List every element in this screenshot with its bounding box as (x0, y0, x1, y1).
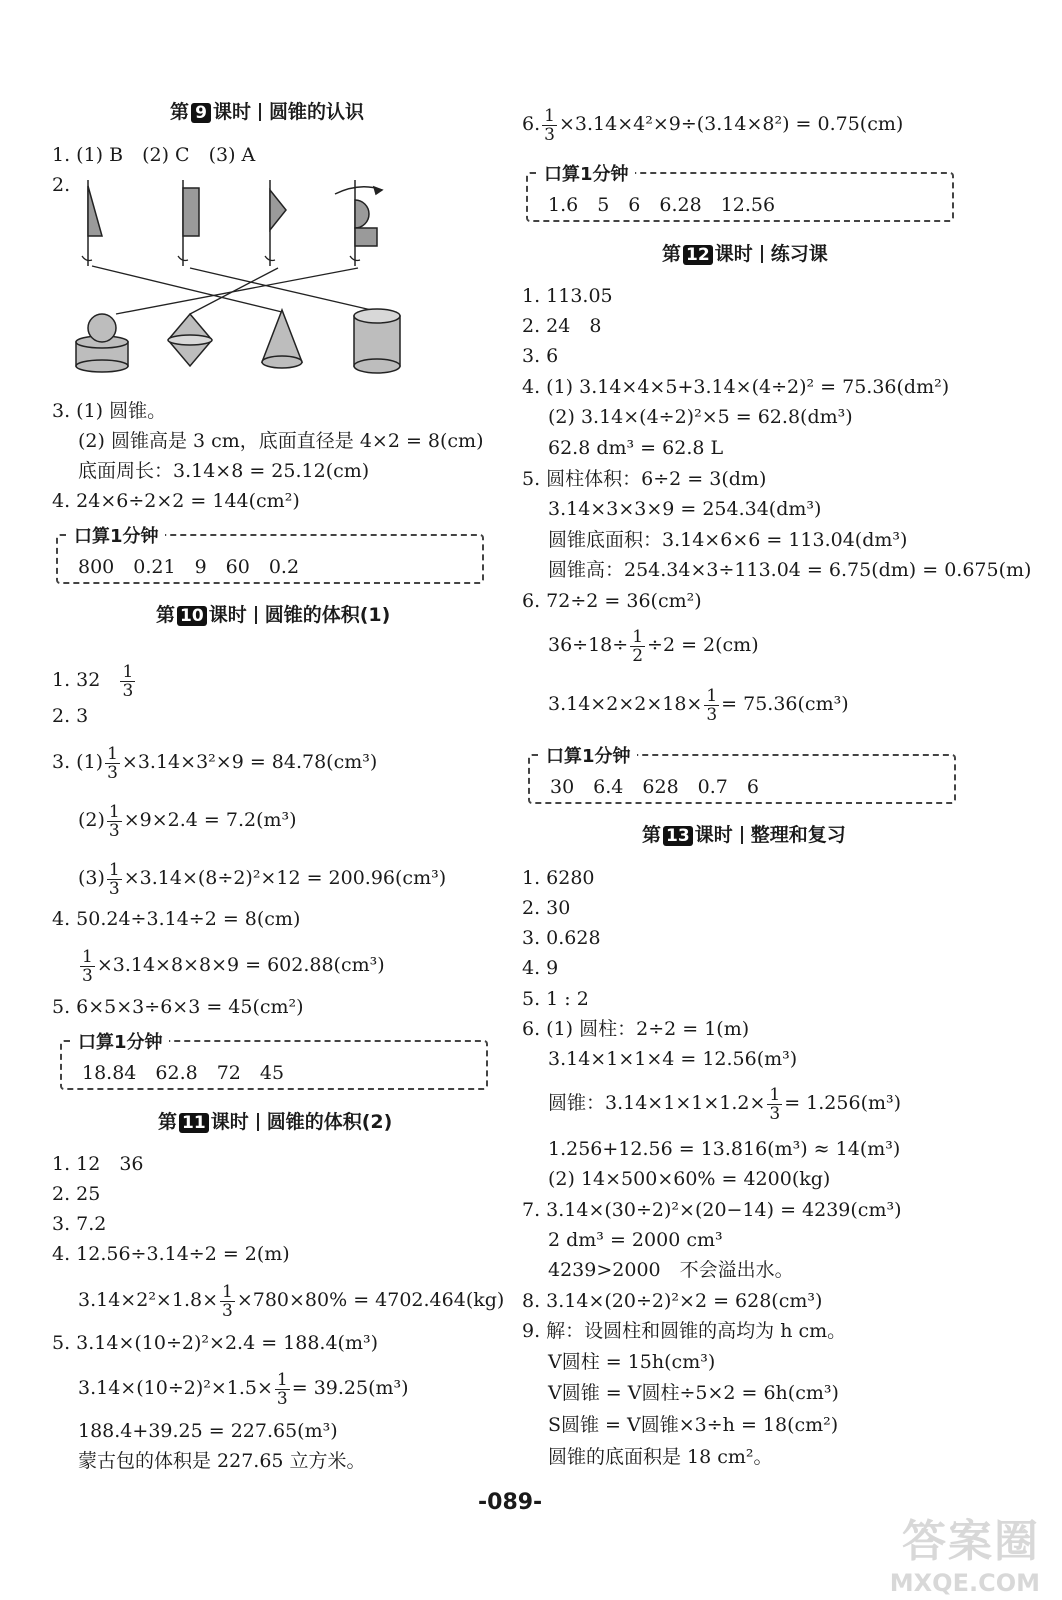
answer-line: 5. 6×5×3÷6×3 = 45(cm²) (52, 996, 304, 1018)
lesson-13-heading: 第 13 课时 整理和复习 (642, 824, 846, 846)
answer-line: 3. (1) 圆锥。 (52, 400, 167, 422)
answer-line: (2) 14×500×60% = 4200(kg) (548, 1168, 831, 1190)
answer-line: 圆锥底面积：3.14×6×6 = 113.04(dm³) (548, 529, 908, 551)
answer-line: 3. 0.628 (522, 927, 601, 949)
answer-line: 蒙古包的体积是 227.65 立方米。 (78, 1450, 366, 1472)
matching-diagram (70, 176, 450, 376)
answer-line: 3. 6 (522, 345, 559, 367)
answer-line: 2. 3 (52, 705, 89, 727)
mental-math-box: 口算1分钟 1.6 5 6 6.28 12.56 (526, 172, 954, 222)
answer-line: 2. 24 8 (522, 315, 602, 337)
watermark: 答案圈 MXQE.COM (889, 1516, 1040, 1597)
answer-line: V圆柱 = 15h(cm³) (548, 1351, 716, 1373)
answer-line: 2. (52, 174, 71, 196)
answer-line: $\frac{1}{3}$ ×3.14×8×8×9 = 602.88(cm³) (82, 946, 385, 986)
answer-line: 8. 3.14×(20÷2)²×2 = 628(cm³) (522, 1290, 823, 1312)
mental-math-box: 口算1分钟 800 0.21 9 60 0.2 (56, 534, 484, 584)
answer-line: 1.256+12.56 = 13.816(m³) ≈ 14(m³) (548, 1138, 901, 1160)
mental-math-box: 口算1分钟 18.84 62.8 72 45 (60, 1040, 488, 1090)
answer-line: 9. 解：设圆柱和圆锥的高均为 h cm。 (522, 1320, 847, 1342)
answer-line: 188.4+39.25 = 227.65(m³) (78, 1420, 338, 1442)
answer-line: 4239>2000 不会溢出水。 (548, 1259, 794, 1281)
answer-line: 1. 32 $\frac{1}{3}$ (52, 661, 134, 701)
lesson-9-heading: 第 9 课时 圆锥的认识 (170, 101, 365, 123)
mental-math-box: 口算1分钟 30 6.4 628 0.7 6 (528, 754, 956, 804)
answer-line: 3.14×2²×1.8× $\frac{1}{3}$ ×780×80% = 4702.464(kg) (78, 1281, 505, 1321)
answer-line: 圆锥的底面积是 18 cm²。 (548, 1446, 773, 1468)
answer-line: 4. 24×6÷2×2 = 144(cm²) (52, 490, 300, 512)
answer-line: 4. (1) 3.14×4×5+3.14×(4÷2)² = 75.36(dm²) (522, 376, 950, 398)
answer-line: 6. (1) 圆柱：2÷2 = 1(m) (522, 1018, 750, 1040)
answer-line: 3.14×3×3×9 = 254.34(dm³) (548, 498, 822, 520)
answer-line: 圆锥：3.14×1×1×1.2× $\frac{1}{3}$ = 1.256(m³) (548, 1084, 902, 1124)
answer-line: 2. 30 (522, 897, 571, 919)
lesson-10-heading: 第 10 课时 圆锥的体积(1) (156, 604, 391, 626)
answer-line: 3. 7.2 (52, 1213, 107, 1235)
answer-line: 3.14×(10÷2)²×1.5× $\frac{1}{3}$ = 39.25(m³) (78, 1369, 409, 1409)
answer-line: V圆锥 = V圆柱÷5×2 = 6h(cm³) (548, 1382, 839, 1404)
answer-line: 4. 50.24÷3.14÷2 = 8(cm) (52, 908, 301, 930)
answer-line: 圆锥高：254.34×3÷113.04 = 6.75(dm) = 0.675(m) (548, 559, 1032, 581)
page-number: -089- (478, 1490, 543, 1515)
answer-line: S圆锥 = V圆锥×3÷h = 18(cm²) (548, 1414, 839, 1436)
answer-line: 62.8 dm³ = 62.8 L (548, 437, 724, 459)
answer-line: 36÷18÷ $\frac{1}{2}$ ÷2 = 2(cm) (548, 626, 759, 666)
answer-line: (2) 圆锥高是 3 cm，底面直径是 4×2 = 8(cm) (78, 430, 484, 452)
answer-line: 5. 1 : 2 (522, 988, 589, 1010)
answer-line: 2. 25 (52, 1183, 101, 1205)
answer-line: 1. (1) B (2) C (3) A (52, 144, 256, 166)
answer-line: 7. 3.14×(30÷2)²×(20−14) = 4239(cm³) (522, 1199, 902, 1221)
answer-line: 4. 12.56÷3.14÷2 = 2(m) (52, 1243, 290, 1265)
answer-line: 5. 3.14×(10÷2)²×2.4 = 188.4(m³) (52, 1332, 379, 1354)
answer-line: 3. (1) $\frac{1}{3}$ ×3.14×3²×9 = 84.78(cm³) (52, 743, 378, 783)
answer-line: (2) 3.14×(4÷2)²×5 = 62.8(dm³) (548, 406, 853, 428)
answer-line: 6. 72÷2 = 36(cm²) (522, 590, 702, 612)
answer-line: 2 dm³ = 2000 cm³ (548, 1229, 723, 1251)
answer-line: 1. 113.05 (522, 285, 613, 307)
answer-line: (3) $\frac{1}{3}$ ×3.14×(8÷2)²×12 = 200.96(cm³) (78, 859, 447, 899)
answer-line: 3.14×2×2×18× $\frac{1}{3}$ = 75.36(cm³) (548, 685, 849, 725)
lesson-12-heading: 第 12 课时 练习课 (662, 243, 828, 265)
answer-line: 1. 12 36 (52, 1153, 144, 1175)
lesson-11-heading: 第 11 课时 圆锥的体积(2) (158, 1111, 393, 1133)
answer-line: 1. 6280 (522, 867, 595, 889)
answer-line: 3.14×1×1×4 = 12.56(m³) (548, 1048, 798, 1070)
answer-line: 6. $\frac{1}{3}$ ×3.14×4²×9÷(3.14×8²) = 0.75(cm) (522, 105, 904, 145)
answer-line: (2) $\frac{1}{3}$ ×9×2.4 = 7.2(m³) (78, 801, 297, 841)
answer-line: 4. 9 (522, 957, 559, 979)
answer-line: 5. 圆柱体积：6÷2 = 3(dm) (522, 468, 767, 490)
answer-line: 底面周长：3.14×8 = 25.12(cm) (78, 460, 370, 482)
